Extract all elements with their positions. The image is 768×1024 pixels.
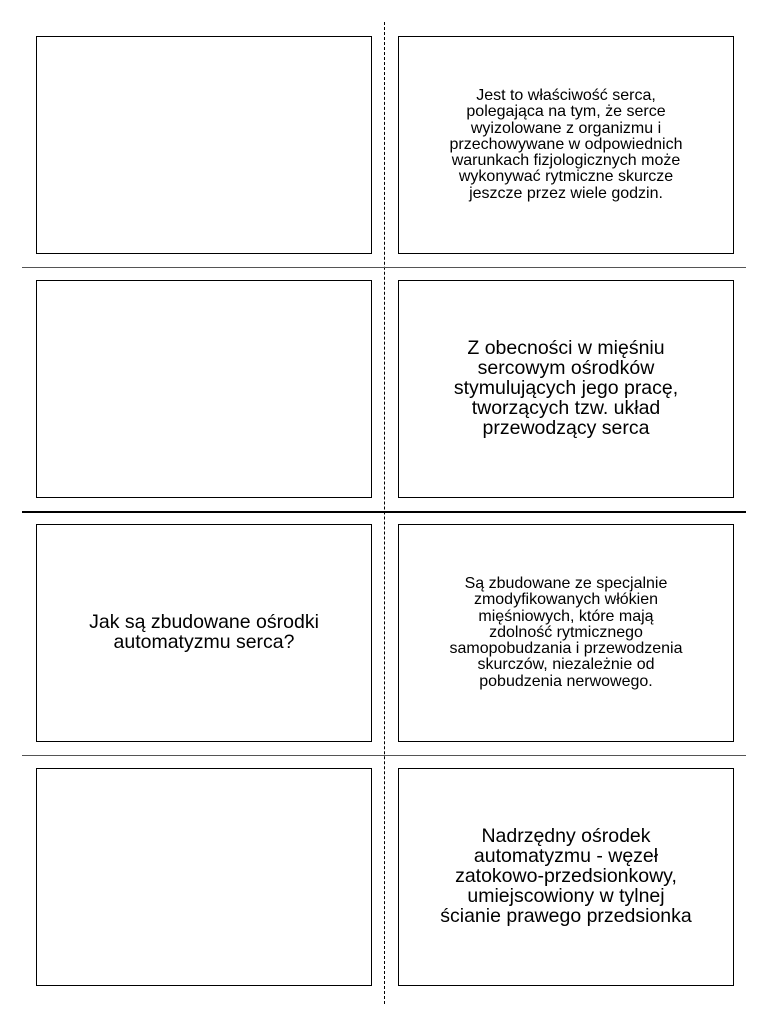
horizontal-cut-line — [22, 267, 746, 268]
card-back-text: Są zbudowane ze specjalnie zmodyfikowanych włókien mięśniowych, które mają zdolność rytmicznego samopobudzania i przewodzenia skurczów, niezależnie od pobudzenia nerwowego. — [449, 574, 683, 690]
card-back-2 — [398, 280, 734, 498]
card-front-1 — [36, 36, 372, 254]
horizontal-cut-line — [22, 755, 746, 756]
card-front-text: Jak są zbudowane ośrodki automatyzmu serca? — [89, 611, 319, 653]
card-front-4 — [36, 768, 372, 986]
card-back-text: Jest to właściwość serca, polegająca na tym, że serce wyizolowane z organizmu i przechowywane w odpowiednich warunkach fizjologicznych może wykonywać rytmiczne skurcze jeszcze przez wiele godzin. — [449, 86, 683, 202]
card-back-text: Z obecności w mięśniu sercowym ośrodków stymulujących jego pracę, tworzących tzw. układ przewodzący serca — [453, 337, 679, 439]
card-front-3 — [36, 524, 372, 742]
vertical-cut-line — [384, 22, 385, 1004]
card-back-4 — [398, 768, 734, 986]
card-back-text: Nadrzędny ośrodek automatyzmu - węzeł zatokowo-przedsionkowy, umiejscowiony w tylnej ścianie prawego przedsionka — [440, 825, 692, 927]
horizontal-fold-line — [22, 511, 746, 513]
card-back-1 — [398, 36, 734, 254]
card-front-2 — [36, 280, 372, 498]
card-back-3 — [398, 524, 734, 742]
